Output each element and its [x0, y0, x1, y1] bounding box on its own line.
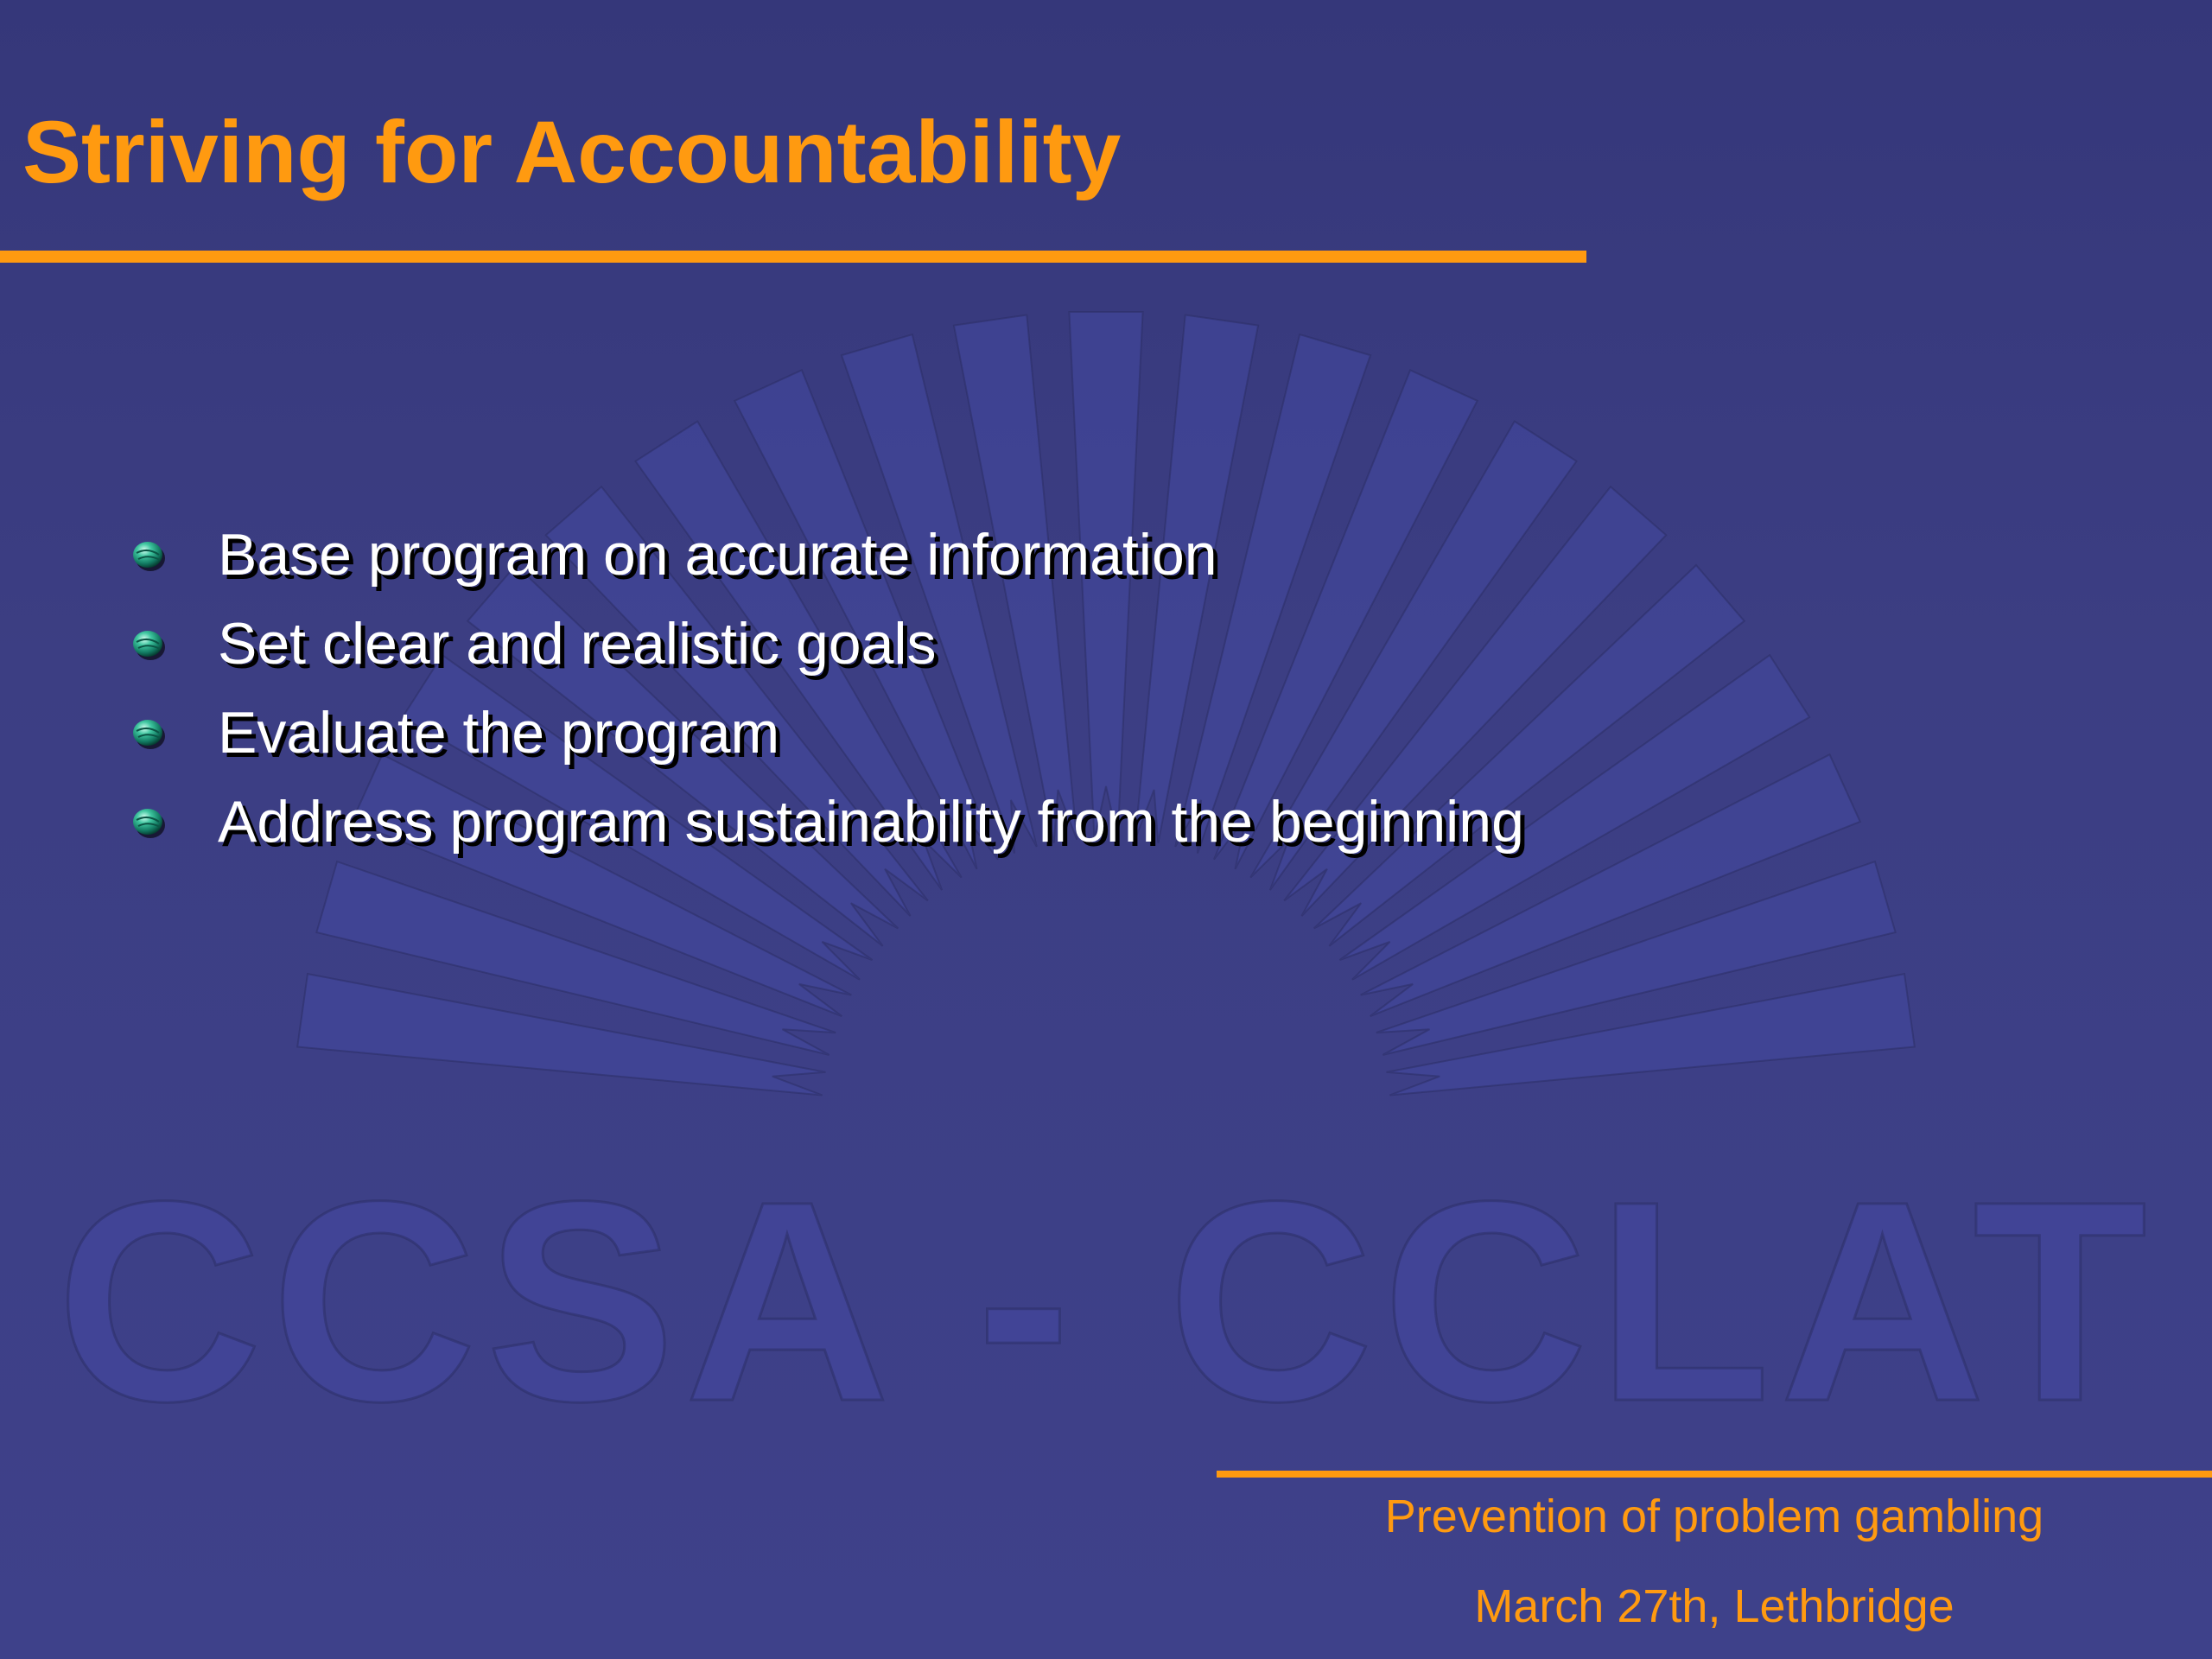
list-item — [130, 777, 1524, 866]
watermark-text: CCSA - CCLAT — [56, 1141, 2156, 1460]
green-sphere-bullet-icon — [130, 714, 168, 752]
bullet-text: Address program sustainability from the beginning — [218, 788, 1524, 855]
list-item — [130, 688, 1524, 777]
bullet-text: Set clear and realistic goals — [218, 610, 937, 677]
slide-title: Striving for Accountability — [22, 103, 1122, 201]
bullet-list — [130, 510, 1524, 866]
footer-event: Prevention of problem gambling — [1384, 1491, 2044, 1542]
bullet-text: Evaluate the program — [218, 699, 780, 766]
footer-rule — [1217, 1471, 2212, 1478]
title-underline — [0, 251, 1586, 263]
list-item — [130, 599, 1524, 688]
footer-date-location: March 27th, Lethbridge — [1474, 1580, 1955, 1632]
green-sphere-bullet-icon — [130, 803, 168, 841]
green-sphere-bullet-icon — [130, 536, 168, 574]
list-item — [130, 510, 1524, 599]
bullet-text: Base program on accurate information — [218, 521, 1217, 588]
green-sphere-bullet-icon — [130, 625, 168, 663]
